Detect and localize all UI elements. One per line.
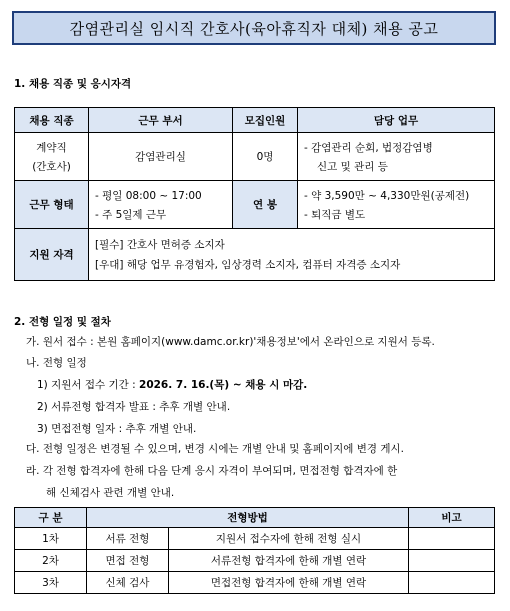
work-hours-cell <box>89 181 233 229</box>
process-header-note: 비고 <box>409 508 495 528</box>
salary-line2: - 퇴직금 별도 <box>304 208 366 221</box>
count-cell: 0명 <box>233 133 298 181</box>
recruitment-table <box>14 107 495 281</box>
table-row <box>15 528 495 550</box>
stage-cell: 1차 <box>15 528 87 550</box>
header-dept: 근무 부서 <box>89 108 233 133</box>
step-d-line1: 라. 각 전형 합격자에 한해 다음 단계 응시 자격이 부여되며, 면접전형 합격자에 한 <box>26 465 398 477</box>
note-cell <box>409 550 495 572</box>
step-b2: 2) 서류전형 합격자 발표 : 추후 개별 안내. <box>37 401 231 413</box>
duty-line2: 신고 및 관리 등 <box>317 160 388 173</box>
stage-cell: 2차 <box>15 550 87 572</box>
table-row <box>15 550 495 572</box>
header-count: 모집인원 <box>233 108 298 133</box>
desc-cell: 면접전형 합격자에 한해 개별 연락 <box>169 572 409 594</box>
qualification-line2: [우대] 해당 업무 유경험자, 임상경력 소지자, 컴퓨터 자격증 소지자 <box>95 259 401 271</box>
duty-line1: - 감염관리 순회, 법정감염병 <box>304 141 433 154</box>
qualification-line1: [필수] 간호사 면허증 소지자 <box>95 239 225 251</box>
note-cell <box>409 528 495 550</box>
method-cell: 면접 전형 <box>87 550 169 572</box>
job-type-cell <box>15 133 89 181</box>
step-b1-deadline: 2026. 7. 16.(목) ~ 채용 시 마감. <box>139 379 308 391</box>
note-cell <box>409 572 495 594</box>
step-a: 가. 원서 접수 : 본원 홈페이지(www.damc.or.kr)'채용정보'에서 온라인으로 지원서 등록. <box>26 336 435 348</box>
page-title: 감염관리실 임시직 간호사(육아휴직자 대체) 채용 공고 <box>12 11 496 45</box>
step-b1-prefix: 1) 지원서 접수 기간 : <box>37 379 140 391</box>
method-cell: 서류 전형 <box>87 528 169 550</box>
section2-heading: 2. 전형 일정 및 절차 <box>14 316 111 328</box>
duty-cell <box>298 133 495 181</box>
work-hours-line1: - 평일 08:00 ~ 17:00 <box>95 189 202 202</box>
step-c: 다. 전형 일정은 변경될 수 있으며, 변경 시에는 개별 안내 및 홈페이지에 변경 게시. <box>26 443 404 455</box>
method-cell: 신체 검사 <box>87 572 169 594</box>
dept-cell: 감염관리실 <box>89 133 233 181</box>
header-job: 채용 직종 <box>15 108 89 133</box>
salary-line1: - 약 3,590만 ~ 4,330만원(공제전) <box>304 189 470 202</box>
section1-heading: 1. 채용 직종 및 응시자격 <box>14 78 132 90</box>
process-table <box>14 507 495 594</box>
qualification-cell <box>89 229 495 281</box>
work-type-label: 근무 형태 <box>15 181 89 229</box>
job-type-line2: (간호사) <box>32 160 71 173</box>
desc-cell: 지원서 접수자에 한해 전형 실시 <box>169 528 409 550</box>
step-b1 <box>37 377 307 392</box>
step-b3: 3) 면접전형 일자 : 추후 개별 안내. <box>37 423 197 435</box>
salary-cell <box>298 181 495 229</box>
desc-cell: 서류전형 합격자에 한해 개별 연락 <box>169 550 409 572</box>
qualification-label: 지원 자격 <box>15 229 89 281</box>
work-hours-line2: - 주 5일제 근무 <box>95 208 167 221</box>
header-duty: 담당 업무 <box>298 108 495 133</box>
stage-cell: 3차 <box>15 572 87 594</box>
table-row <box>15 572 495 594</box>
salary-label: 연 봉 <box>233 181 298 229</box>
job-type-line1: 계약직 <box>36 141 67 154</box>
process-header-stage: 구 분 <box>15 508 87 528</box>
step-b: 나. 전형 일정 <box>26 357 87 369</box>
process-header-method: 전형방법 <box>87 508 409 528</box>
step-d-line2: 해 신체검사 관련 개별 안내. <box>46 487 175 499</box>
